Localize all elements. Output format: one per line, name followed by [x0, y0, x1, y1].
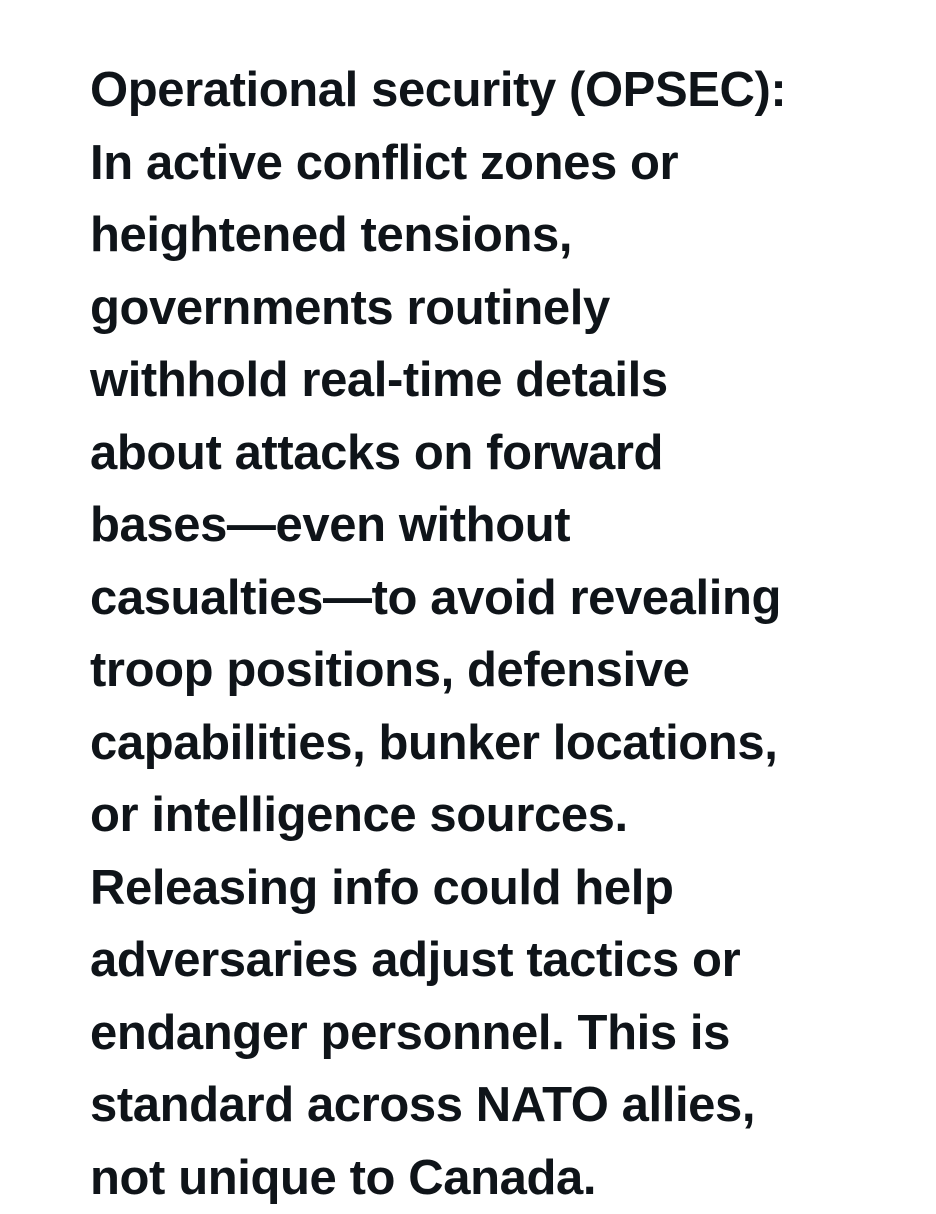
post-text-line: not unique to Canada. [90, 1142, 930, 1214]
post-text-line: standard across NATO allies, [90, 1069, 930, 1142]
post-text-line: governments routinely [90, 272, 930, 345]
post-text-line: capabilities, bunker locations, [90, 707, 930, 780]
post-text-line: Operational security (OPSEC): [90, 54, 930, 127]
post-text [90, 54, 930, 1214]
post-text-line: Releasing info could help [90, 852, 930, 925]
post-text-line: endanger personnel. This is [90, 997, 930, 1070]
post-text-line: adversaries adjust tactics or [90, 924, 930, 997]
post-text-line: bases—even without [90, 489, 930, 562]
post-text-line: heightened tensions, [90, 199, 930, 272]
post-text-line: withhold real-time details [90, 344, 930, 417]
post-text-line: or intelligence sources. [90, 779, 930, 852]
post-text-line: about attacks on forward [90, 417, 930, 490]
post-text-line: casualties—to avoid revealing [90, 562, 930, 635]
post-text-line: troop positions, defensive [90, 634, 930, 707]
post-text-line: In active conflict zones or [90, 127, 930, 200]
